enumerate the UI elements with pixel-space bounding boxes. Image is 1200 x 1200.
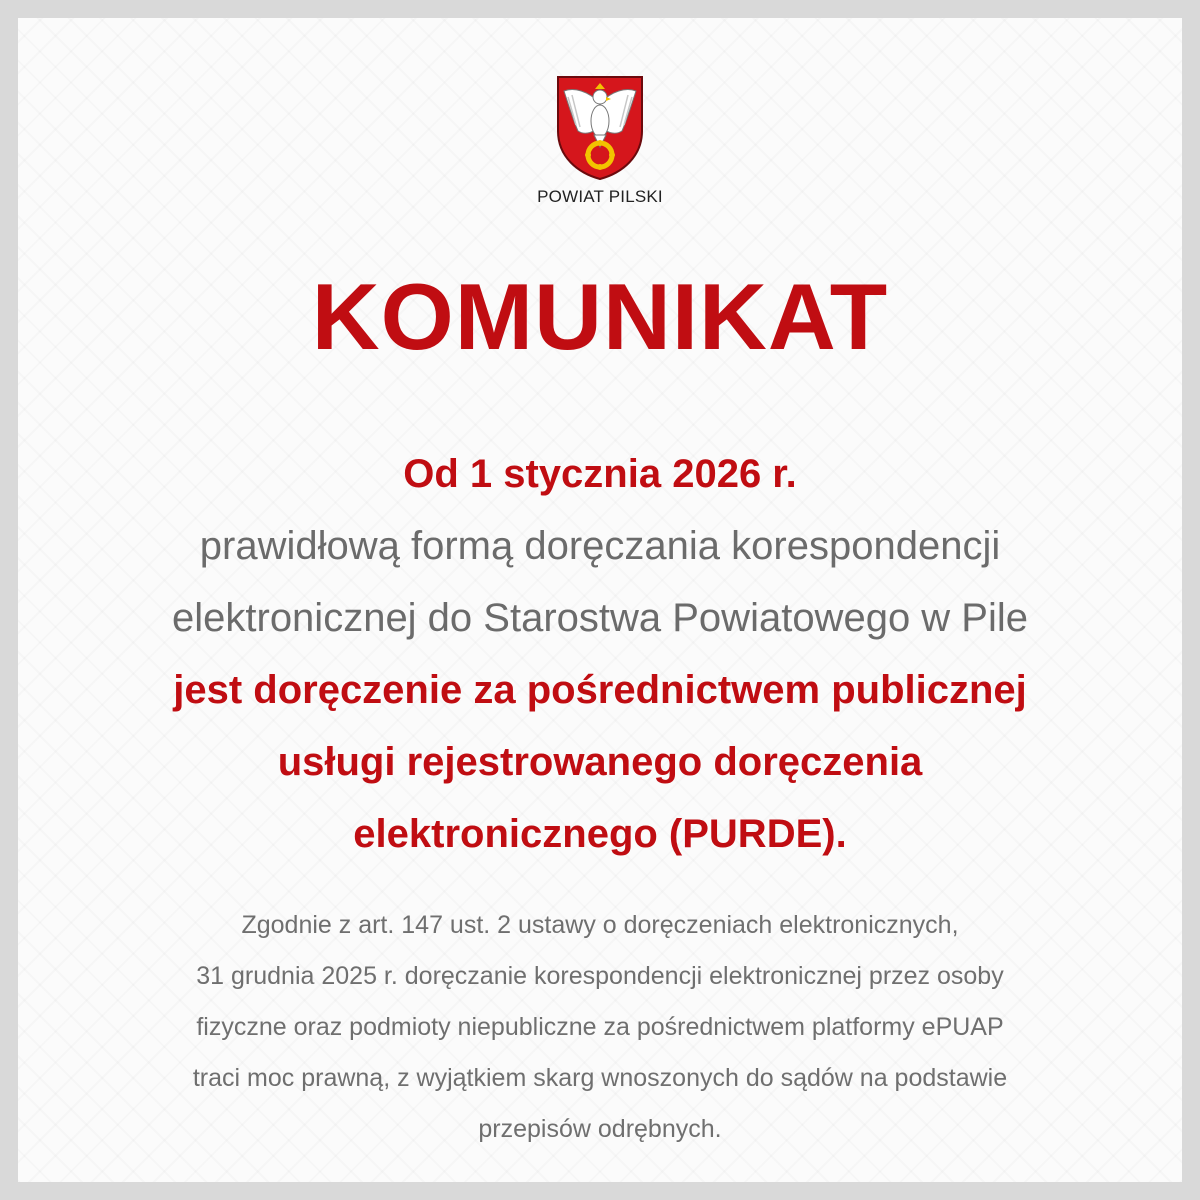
note-line-3: fizyczne oraz podmioty niepubliczne za pośrednictwem platformy ePUAP	[196, 1013, 1004, 1041]
lead-red-line-3: elektronicznego (PURDE).	[353, 812, 847, 856]
note-line-1: Zgodnie z art. 147 ust. 2 ustawy o doręczeniach elektronicznych,	[241, 911, 959, 939]
effective-date: Od 1 stycznia 2026 r.	[403, 452, 797, 496]
note-line-5: przepisów odrębnych.	[478, 1115, 722, 1143]
coat-of-arms-icon	[554, 73, 646, 181]
note-line-4: traci moc prawną, z wyjątkiem skarg wnoszonych do sądów na podstawie	[192, 1064, 1008, 1092]
lead-red-line-1: jest doręczenie za pośrednictwem publicznej	[173, 668, 1027, 712]
lead-statement	[0, 438, 1200, 870]
note-line-2: 31 grudnia 2025 r. doręczanie korespondencji elektronicznej przez osoby	[196, 962, 1004, 990]
lead-red-line-2: usługi rejestrowanego doręczenia	[277, 740, 923, 784]
notice-title: KOMUNIKAT	[311, 264, 889, 369]
lead-grey-line-1: prawidłową formą doręczania korespondencji	[199, 524, 1001, 568]
lead-grey-line-2: elektronicznej do Starostwa Powiatowego w Pile	[172, 596, 1028, 640]
legal-note	[0, 900, 1200, 1155]
organization-name: POWIAT PILSKI	[537, 187, 663, 206]
